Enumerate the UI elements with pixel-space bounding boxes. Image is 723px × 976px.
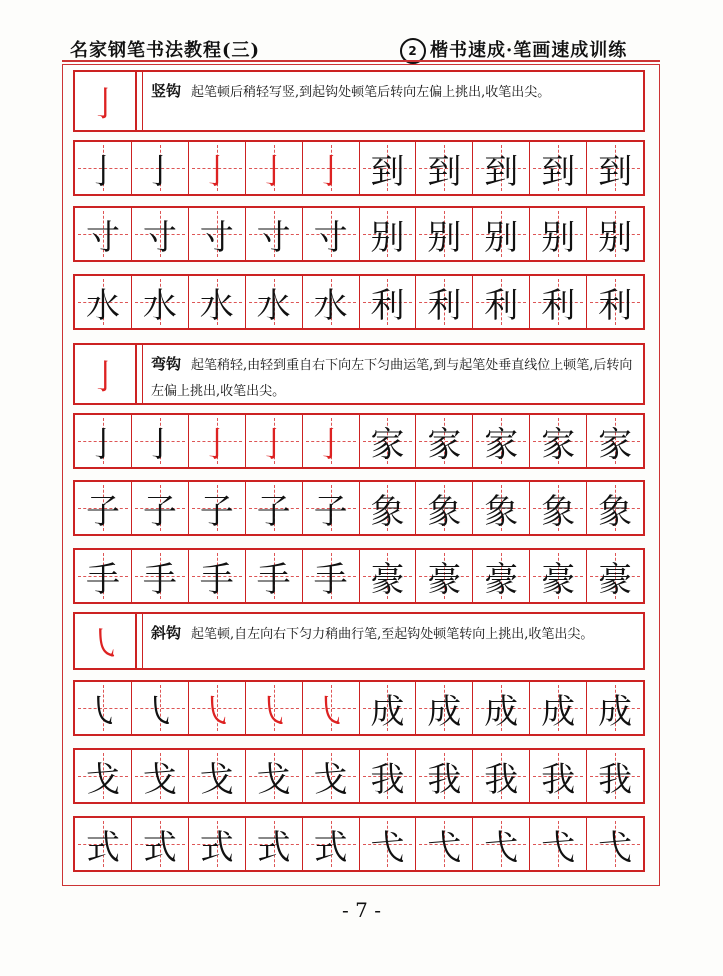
practice-cell [246,818,303,870]
practice-character: 戈 [142,759,177,800]
practice-cell [303,550,360,602]
practice-cell [587,750,643,802]
practice-cell [189,818,246,870]
stroke-name: 竖钩 [151,82,182,100]
practice-cell [473,482,530,534]
practice-character: 寸 [85,217,120,258]
practice-character: 寸 [256,217,291,258]
practice-character: 到 [484,151,519,192]
practice-character: 亅 [313,151,348,192]
practice-character: 亅 [313,424,348,465]
practice-character: ㇂ [313,691,348,732]
practice-character: ㇂ [256,691,291,732]
practice-character: 我 [598,759,633,800]
practice-cell [360,750,417,802]
practice-cell [189,276,246,328]
practice-row [73,206,645,262]
stroke-description-box [73,343,645,405]
practice-character: 豪 [370,559,405,600]
practice-cell [246,415,303,467]
stroke-instructions: 起笔稍轻,由轻到重自右下向左下匀曲运笔,到与起笔处垂直线位上顿笔,后转向左偏上挑出,收笔出尖。 [151,358,633,399]
stroke-name: 弯钩 [151,355,182,373]
stroke-sample-glyph: 亅 [88,357,122,398]
practice-character: 家 [370,424,405,465]
practice-row [73,680,645,736]
practice-cell [587,550,643,602]
practice-character: 利 [370,285,405,326]
practice-character: 家 [598,424,633,465]
practice-cell [132,550,189,602]
practice-cell [530,682,587,734]
practice-cell [587,682,643,734]
practice-character: 亅 [85,151,120,192]
practice-cell [75,682,132,734]
practice-character: 子 [256,491,291,532]
practice-cell [473,550,530,602]
practice-cell [189,208,246,260]
practice-cell [132,482,189,534]
stroke-description-box [73,70,645,132]
practice-character: 手 [85,559,120,600]
practice-cell [360,415,417,467]
practice-cell [132,276,189,328]
practice-cell [132,682,189,734]
practice-character: 到 [427,151,462,192]
practice-character: 子 [313,491,348,532]
practice-character: 水 [199,285,234,326]
practice-cell [530,550,587,602]
practice-character: 戈 [199,759,234,800]
practice-cell [416,415,473,467]
practice-cell [416,482,473,534]
practice-cell [587,482,643,534]
practice-character: 我 [427,759,462,800]
practice-cell [530,750,587,802]
practice-character: 寸 [199,217,234,258]
practice-row [73,140,645,196]
practice-cell [246,682,303,734]
practice-cell [530,276,587,328]
practice-cell [360,142,417,194]
practice-cell [132,142,189,194]
practice-cell [530,482,587,534]
book-title: 名家钢笔书法教程(三) [70,40,261,61]
stroke-description-box [73,612,645,670]
practice-character: 弋 [598,827,633,868]
practice-character: 戈 [85,759,120,800]
practice-cell [473,682,530,734]
stroke-description [151,351,637,405]
practice-cell [303,276,360,328]
practice-cell [360,276,417,328]
practice-cell [189,750,246,802]
practice-row [73,274,645,330]
practice-character: ㇂ [85,691,120,732]
practice-cell [416,550,473,602]
practice-character: 亅 [199,151,234,192]
practice-character: 家 [484,424,519,465]
practice-cell [416,208,473,260]
practice-cell [246,482,303,534]
practice-character: 亅 [199,424,234,465]
practice-cell [75,482,132,534]
practice-cell [75,276,132,328]
practice-character: 我 [541,759,576,800]
practice-cell [360,682,417,734]
practice-character: 亅 [142,151,177,192]
practice-row [73,413,645,469]
practice-character: 寸 [142,217,177,258]
practice-cell [473,276,530,328]
practice-row [73,748,645,804]
practice-cell [189,550,246,602]
practice-cell [189,682,246,734]
practice-character: 象 [370,491,405,532]
practice-character: 到 [541,151,576,192]
practice-cell [75,415,132,467]
practice-character: 水 [142,285,177,326]
practice-cell [303,750,360,802]
practice-character: 到 [598,151,633,192]
practice-character: 我 [370,759,405,800]
practice-character: 别 [484,217,519,258]
practice-character: 利 [598,285,633,326]
practice-cell [416,682,473,734]
practice-cell [360,208,417,260]
practice-cell [473,142,530,194]
practice-cell [246,142,303,194]
practice-character: 成 [484,691,519,732]
practice-cell [360,818,417,870]
practice-character: 戈 [313,759,348,800]
practice-cell [587,142,643,194]
practice-cell [587,208,643,260]
practice-character: 利 [427,285,462,326]
practice-character: 弋 [484,827,519,868]
stroke-sample-glyph: ㇂ [88,624,122,665]
practice-cell [530,415,587,467]
practice-cell [75,550,132,602]
practice-cell [303,142,360,194]
practice-character: 到 [370,151,405,192]
practice-row [73,480,645,536]
practice-cell [473,818,530,870]
practice-cell [473,750,530,802]
practice-character: 别 [598,217,633,258]
practice-cell [246,208,303,260]
practice-character: 成 [370,691,405,732]
practice-cell [246,750,303,802]
practice-cell [587,818,643,870]
section-title-text: 楷书速成·笔画速成训练 [430,40,628,61]
practice-character: 象 [484,491,519,532]
practice-character: 别 [541,217,576,258]
practice-cell [75,818,132,870]
practice-character: 亅 [85,424,120,465]
practice-character: 豪 [541,559,576,600]
practice-character: 成 [598,691,633,732]
practice-cell [303,415,360,467]
stroke-description [151,620,637,648]
practice-character: 家 [427,424,462,465]
stroke-instructions: 起笔顿后稍轻写竖,到起钩处顿笔后转向左偏上挑出,收笔出尖。 [191,85,551,100]
section-number-badge: 2 [400,38,426,64]
practice-cell [132,208,189,260]
practice-character: 亅 [256,424,291,465]
practice-character: 水 [313,285,348,326]
practice-cell [360,482,417,534]
practice-cell [473,415,530,467]
practice-cell [303,482,360,534]
practice-character: 象 [598,491,633,532]
practice-character: 弋 [427,827,462,868]
practice-character: 手 [142,559,177,600]
practice-cell [189,415,246,467]
stroke-sample [75,614,137,668]
practice-cell [530,818,587,870]
practice-cell [587,276,643,328]
practice-character: 别 [427,217,462,258]
practice-character: 别 [370,217,405,258]
stroke-name: 斜钩 [151,624,182,642]
practice-character: 我 [484,759,519,800]
stroke-sample [75,345,137,403]
practice-cell [360,550,417,602]
practice-cell [132,750,189,802]
practice-cell [530,142,587,194]
practice-cell [189,482,246,534]
practice-cell [132,818,189,870]
practice-character: 手 [313,559,348,600]
practice-character: 寸 [313,217,348,258]
practice-character: 利 [484,285,519,326]
practice-character: 成 [541,691,576,732]
practice-cell [303,818,360,870]
practice-character: 子 [199,491,234,532]
practice-character: 手 [256,559,291,600]
practice-cell [416,276,473,328]
practice-character: 象 [427,491,462,532]
practice-character: 子 [85,491,120,532]
practice-cell [132,415,189,467]
practice-character: 家 [541,424,576,465]
practice-character: 式 [199,827,234,868]
practice-cell [75,750,132,802]
practice-cell [75,208,132,260]
practice-character: ㇂ [142,691,177,732]
stroke-instructions: 起笔顿,自左向右下匀力稍曲行笔,至起钩处顿笔转向上挑出,收笔出尖。 [191,627,594,642]
practice-character: 亅 [142,424,177,465]
practice-character: 式 [313,827,348,868]
practice-character: 弋 [370,827,405,868]
practice-cell [246,550,303,602]
practice-character: 弋 [541,827,576,868]
practice-cell [189,142,246,194]
practice-character: ㇂ [199,691,234,732]
practice-character: 水 [85,285,120,326]
practice-cell [416,818,473,870]
practice-row [73,548,645,604]
stroke-description [151,78,637,106]
header-rule [62,60,660,62]
practice-character: 成 [427,691,462,732]
stroke-sample-glyph: 亅 [88,84,122,125]
practice-cell [416,750,473,802]
practice-cell [530,208,587,260]
stroke-sample [75,72,137,130]
practice-cell [473,208,530,260]
practice-character: 豪 [484,559,519,600]
practice-character: 式 [256,827,291,868]
practice-character: 式 [142,827,177,868]
practice-cell [416,142,473,194]
practice-character: 象 [541,491,576,532]
practice-character: 水 [256,285,291,326]
practice-character: 子 [142,491,177,532]
practice-character: 亅 [256,151,291,192]
practice-character: 式 [85,827,120,868]
practice-character: 豪 [427,559,462,600]
practice-character: 利 [541,285,576,326]
practice-character: 戈 [256,759,291,800]
practice-character: 豪 [598,559,633,600]
practice-cell [75,142,132,194]
practice-cell [303,682,360,734]
practice-character: 手 [199,559,234,600]
practice-row [73,816,645,872]
practice-cell [246,276,303,328]
practice-cell [303,208,360,260]
practice-cell [587,415,643,467]
page-number: - 7 - [342,898,381,922]
